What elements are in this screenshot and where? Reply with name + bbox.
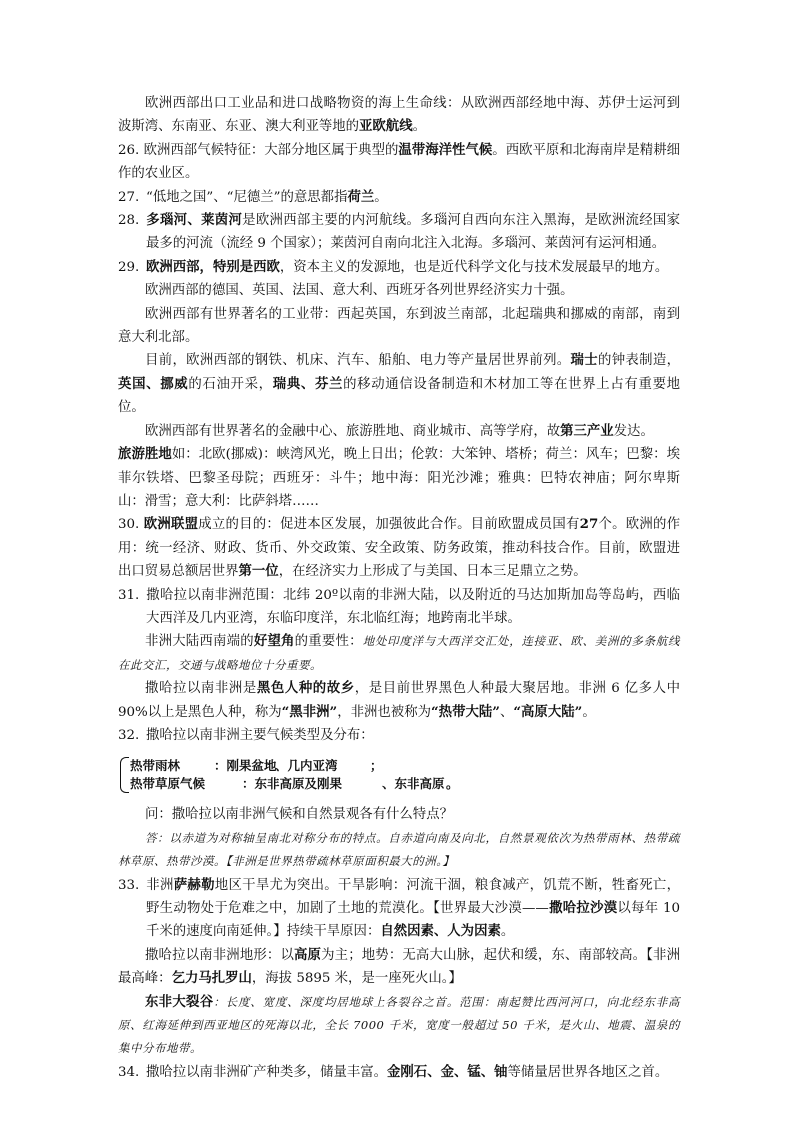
bold-text: “黑非洲”: [281, 703, 338, 720]
text: 是欧洲西部主要的内河航线。多瑙河自西向东注入黑海，是欧洲流经国家最多的河流（流经 9 个国家）；莱茵河自南向北注入北海。多瑙河、莱茵河有运河相通。: [146, 213, 681, 252]
paragraph-28: [118, 209, 680, 256]
bold-text: 荷兰: [347, 188, 375, 205]
bold-text: “热带大陆”: [430, 703, 500, 720]
bold-text: 温带海洋性气候: [398, 141, 493, 158]
bold-text: 乞力马扎罗山: [171, 970, 252, 987]
paragraph-31: [118, 584, 680, 631]
brace-icon: [120, 757, 129, 793]
text: 欧洲西部有世界著名的金融中心、旅游胜地、商业城市、高等学府，故: [145, 423, 561, 439]
text: 非洲: [146, 877, 174, 893]
text: 欧洲西部气候特征：大部分地区属于典型的: [143, 142, 399, 158]
text: ，非洲也被称为: [337, 704, 431, 720]
punctuation: ；: [370, 758, 383, 774]
item-number: 26.: [118, 142, 140, 158]
item-number: 27.: [118, 189, 140, 205]
text: 成立的目的：促进本区发展，加强彼此合作。目前欧盟成员国有: [198, 517, 580, 533]
text: 个。欧洲的作用：统一经济、财政、货币、外交政策、安全政策、防务政策，推动科技合作。目前，欧盟进出口贸易总额居世界: [118, 517, 681, 580]
italic-note: ：长度、宽度、深度均居地球上各裂谷之首。范围：南起赞比西河河口，向北经东非高原、红海延伸到西亚地区的死海以北，全长 7000 千米，宽度一般超过 50 千米，是火山、地震、温泉的集中分布地带。: [118, 994, 680, 1056]
question-32: 问：撒哈拉以南非洲气候和自然景观各有什么特点？: [145, 807, 453, 823]
text: ，在经济实力上形成了与美国、日本三足鼎立之势。: [278, 564, 587, 580]
italic-note: 答：以赤道为对称轴呈南北对称分布的特点。自赤道向南及向北，自然景观依次为热带雨林、热带疏林草原、热带沙漠。【非洲是世界热带疏林草原面积最大的洲。】: [118, 830, 680, 869]
item-number: 29.: [118, 259, 140, 275]
item-number: 28.: [118, 213, 140, 229]
text: ，是目前世界黑色人种最大聚居地。非洲 6 亿多人中 90%以上是黑色人种，称为: [118, 681, 681, 720]
text: 撒哈拉以南非洲范围：北纬 20º以南的非洲大陆，以及附近的马达加斯加岛等岛屿，西临大西洋及几内亚湾，东临印度洋，东北临红海；地跨南北半球。: [146, 587, 680, 626]
text: 如：北欧(挪威)：峡湾风光，晚上日出；伦敦：大笨钟、塔桥；荷兰：风车；巴黎：埃菲尔铁塔、巴黎圣母院；西班牙：斗牛；地中海：阳光沙滩；雅典：巴特农神庙；阿尔卑斯山：滑雪；意大利：比萨斜塔……: [118, 447, 681, 509]
paragraph-29-tertiary: [118, 420, 680, 443]
item-number: 30.: [118, 517, 140, 533]
text: 撒哈拉以南非洲矿产种类多，储量丰富。: [146, 1064, 388, 1080]
text: ，资本主义的发源地，也是近代科学文化与技术发展最早的地方。: [279, 259, 669, 275]
paragraph-29-tourism: [118, 443, 680, 513]
item-number: 31.: [118, 587, 140, 603]
climate-type: 热带雨林: [130, 758, 181, 774]
paragraph-29-economy: 欧洲西部的德国、英国、法国、意大利、西班牙各列世界经济实力十强。: [145, 283, 574, 299]
bold-text: 好望角: [253, 633, 295, 650]
bold-text: “高原大陆”: [513, 703, 583, 720]
text: 、: [499, 704, 514, 720]
bold-text: 东非大裂谷: [145, 993, 214, 1010]
climate-distribution: [118, 757, 680, 795]
text: 等储量居世界各地区之首。: [507, 1064, 669, 1080]
paragraph-sea-route: [118, 92, 680, 139]
paragraph-29-industry-belt: 欧洲西部有世界著名的工业带：西起英国，东到波兰南部，北起瑞典和挪威的南部，南到意大利北部。: [118, 306, 680, 346]
paragraph-29-production: [118, 349, 680, 419]
bold-text: 第一位: [238, 563, 279, 580]
text: 地区干旱尤为突出。干旱影响：河流干涸，粮食减产，饥荒不断，牲畜死亡，野生动物处于危难之中，加剧了土地的荒漠化。【世界最大沙漠——: [146, 877, 680, 916]
bold-text: 金刚石、金、锰、铀: [387, 1063, 508, 1080]
text: 的钟表制造，: [597, 353, 681, 369]
bold-text: 撒哈拉沙漠: [548, 900, 618, 916]
paragraph-33-terrain: [118, 944, 680, 991]
climate-area: 、东非高原: [382, 776, 445, 792]
text: 发达。: [613, 423, 654, 439]
text: 。: [374, 189, 388, 205]
italic-note: 地处印度洋与大西洋交汇处，连接亚、欧、美洲的多条航线在此交汇，交通与战略地位十分重要。: [118, 634, 681, 672]
text: ，海拔 5895 米，是一座死火山。】: [251, 971, 462, 987]
text: 非洲大陆西南端的: [145, 634, 254, 650]
bold-text: 第三产业: [560, 422, 614, 439]
bold-text: 欧洲西部，特别是西欧: [146, 258, 280, 275]
text: 以每年 10 千米的速度向南延伸。】持续干旱原因：: [146, 901, 680, 940]
text: 。西欧平原和北海南岸是精耕细作的农业区。: [118, 142, 681, 182]
text: 。: [500, 924, 515, 940]
text: 。: [412, 119, 426, 135]
paragraph-30: [118, 513, 680, 583]
bold-text: 旅游胜地: [118, 446, 172, 463]
text: 的石油开采，: [188, 376, 273, 392]
bold-text: 瑞典、芬兰: [272, 375, 344, 392]
text: “低地之国”、“尼德兰”的意思都指: [146, 189, 348, 205]
bold-text: 欧洲联盟: [143, 516, 199, 533]
text: 撒哈拉以南非洲主要气候类型及分布：: [146, 727, 374, 743]
climate-area: ：东非高原及刚果: [242, 776, 343, 792]
text: 撒哈拉以南非洲地形：以: [145, 947, 295, 963]
bold-text: 高原: [294, 946, 322, 963]
text: 目前，欧洲西部的钢铁、机床、汽车、船舶、电力等产量居世界前列。: [145, 353, 571, 369]
document-page: [118, 92, 680, 1084]
item-number: 32.: [118, 727, 140, 743]
bold-text: 多瑙河、莱茵河: [146, 212, 243, 229]
bold-text: 亚欧航线: [359, 118, 413, 135]
paragraph-31-population: [118, 677, 680, 724]
text: 的移动通信设备制造和木材加工等在世界上占有重要地位。: [118, 376, 681, 416]
paragraph-31-cape: [118, 630, 680, 677]
climate-type: 热带草原气候: [130, 776, 206, 792]
paragraph-34: [118, 1061, 680, 1084]
paragraph-33-rift: [118, 991, 680, 1061]
bold-text: 自然因素、人为因素: [380, 923, 501, 940]
punctuation: 。: [446, 776, 459, 792]
item-number: 34.: [118, 1064, 140, 1080]
text: 欧洲西部出口工业品和进口战略物资的海上生命线：从欧洲西部经地中海、苏伊士运河到波斯湾、东南亚、东亚、澳大利亚等地的: [118, 96, 680, 135]
climate-area: ：刚果盆地: [214, 758, 277, 774]
answer-32: [118, 827, 680, 874]
paragraph-29: [118, 256, 680, 279]
paragraph-26: [118, 139, 680, 186]
item-number: 33.: [118, 877, 140, 893]
bold-text: 英国、挪威: [118, 375, 189, 392]
text: 为主；地势：无高大山脉，起伏和缓，东、南部较高。【非洲最高峰：: [118, 947, 680, 987]
paragraph-27: [118, 186, 680, 209]
text: 的重要性：: [294, 634, 363, 650]
bold-text: 瑞士: [570, 352, 598, 369]
text: 。: [582, 704, 596, 720]
paragraph-33: [118, 874, 680, 944]
paragraph-32: [118, 724, 680, 747]
bold-text: 萨赫勒: [173, 876, 215, 893]
bold-text: 黑色人种的故乡: [256, 680, 355, 697]
bold-text: 27: [579, 516, 599, 533]
climate-area: 、几内亚湾: [275, 758, 338, 774]
text: 撒哈拉以南非洲是: [145, 681, 257, 697]
